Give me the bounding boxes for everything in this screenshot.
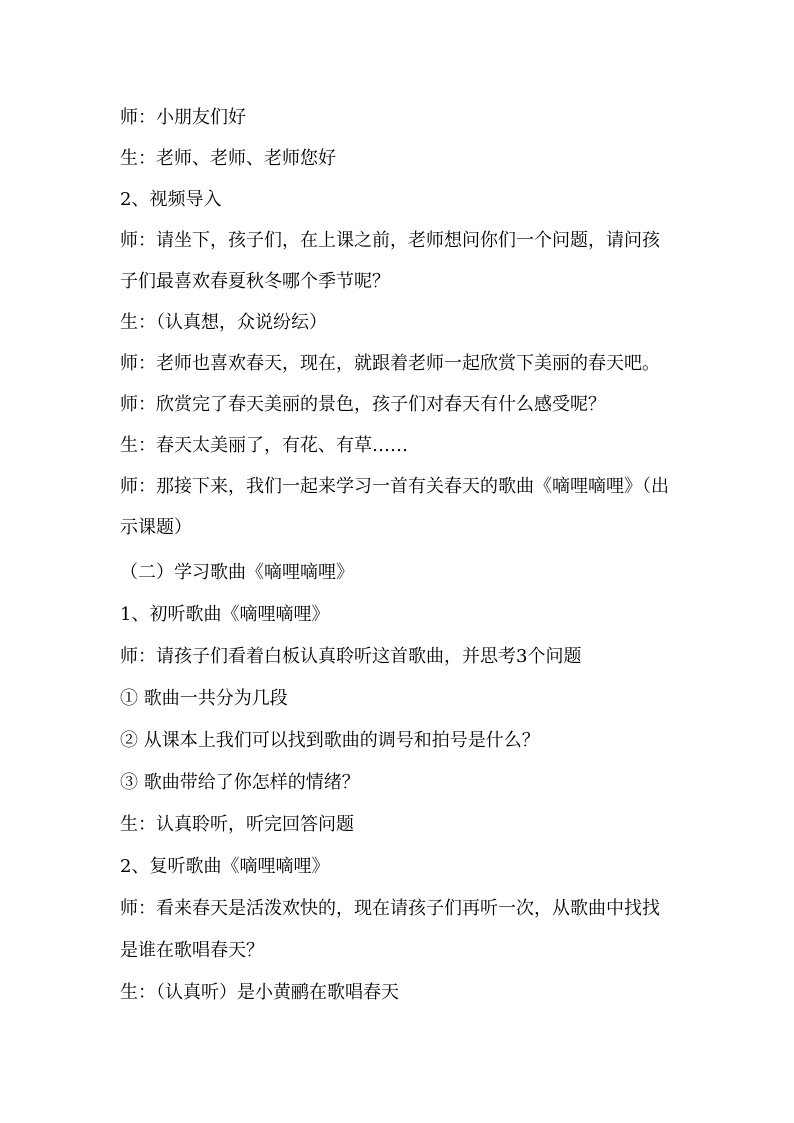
section-heading: （二）学习歌曲《嘀哩嘀哩》 (120, 562, 354, 583)
section-heading: 1、初听歌曲《嘀哩嘀哩》 (120, 604, 330, 625)
text-line: 是谁在歌唱春天？ (120, 940, 264, 961)
text-line: 师：请孩子们看着白板认真聆听这首歌曲，并思考3个问题 (120, 646, 582, 667)
list-item: ① 歌曲一共分为几段 (120, 688, 288, 709)
text-line: 生：春天太美丽了，有花、有草…… (120, 435, 408, 456)
text-line: 子们最喜欢春夏秋冬哪个季节呢？ (120, 271, 390, 292)
section-heading: 2、复听歌曲《嘀哩嘀哩》 (120, 856, 330, 877)
section-heading: 2、视频导入 (120, 189, 222, 210)
list-item: ③ 歌曲带给了你怎样的情绪？ (120, 772, 360, 793)
text-line: 示课题） (120, 517, 192, 538)
text-line: 师：老师也喜欢春天，现在，就跟着老师一起欣赏下美丽的春天吧。 (120, 353, 660, 374)
text-line: 生：（认真想，众说纷纭） (120, 312, 327, 333)
text-line: 师：欣赏完了春天美丽的景色，孩子们对春天有什么感受呢？ (120, 394, 606, 415)
text-line: 师：小朋友们好 (120, 107, 246, 128)
text-line: 生：老师、老师、老师您好 (120, 148, 336, 169)
text-line: 师：请坐下，孩子们，在上课之前，老师想问你们一个问题，请问孩 (120, 230, 660, 251)
text-line: 师：那接下来，我们一起来学习一首有关春天的歌曲《嘀哩嘀哩》（出 (120, 476, 669, 497)
text-line: 生：（认真听）是小黄鹂在歌唱春天 (120, 982, 399, 1003)
text-line: 师：看来春天是活泼欢快的，现在请孩子们再听一次，从歌曲中找找 (120, 898, 660, 919)
text-line: 生：认真聆听，听完回答问题 (120, 814, 354, 835)
list-item: ② 从课本上我们可以找到歌曲的调号和拍号是什么？ (120, 730, 540, 751)
